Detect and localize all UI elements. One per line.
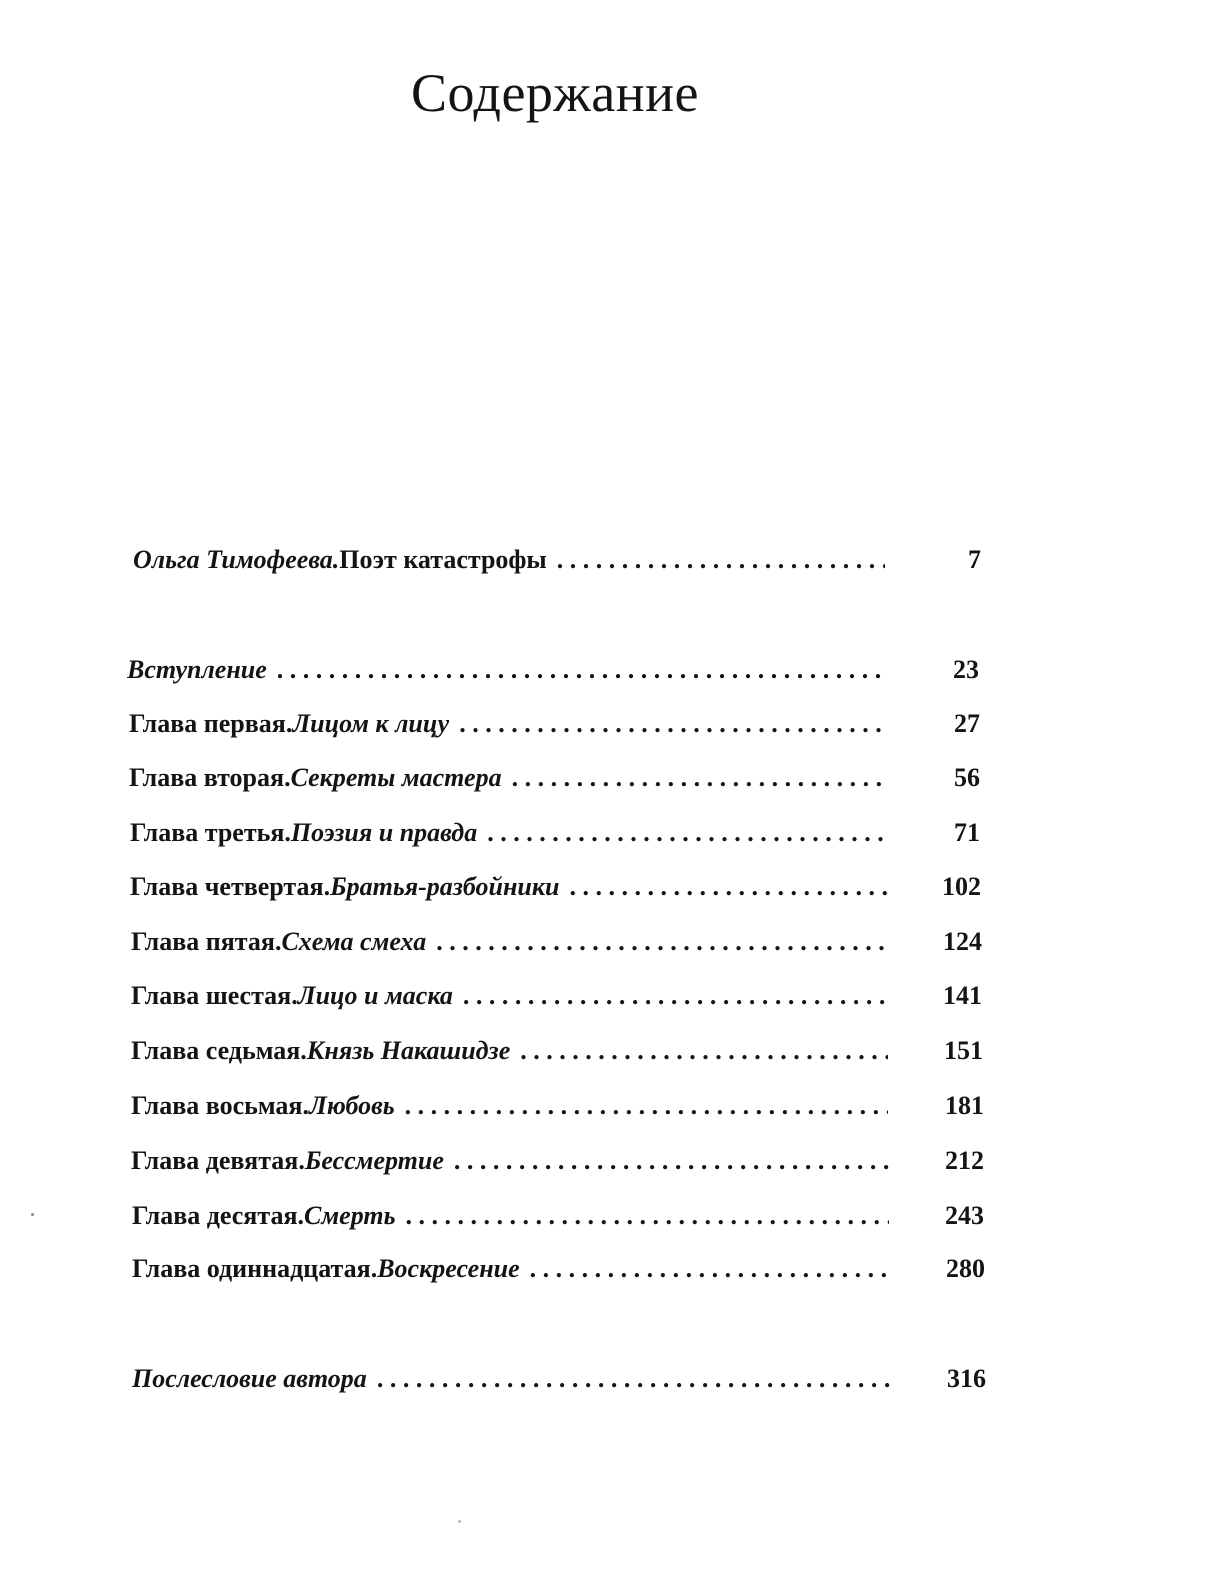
toc-entry-chapter-7[interactable]	[131, 1033, 983, 1069]
toc-entry-lead: Глава восьмая.	[131, 1091, 309, 1120]
page-title: Содержание	[411, 63, 699, 123]
toc-entry-foreword[interactable]	[133, 542, 981, 578]
toc-entry-lead: Глава вторая.	[129, 763, 291, 792]
toc-entry-chapter-9[interactable]	[131, 1143, 984, 1179]
toc-entry-italic-title: Братья-разбойники	[330, 872, 560, 901]
toc-page-number: 316	[947, 1364, 986, 1393]
toc-page-number: 71	[954, 818, 980, 847]
toc-entry-lead: Глава девятая.	[131, 1146, 305, 1175]
toc-entry-lead: Глава пятая.	[131, 927, 282, 956]
toc-entry-lead: Глава шестая.	[131, 981, 298, 1010]
toc-entry-italic-title: Бессмертие	[304, 1146, 444, 1175]
toc-entry-chapter-2[interactable]	[129, 760, 980, 796]
toc-page-number: 23	[953, 655, 979, 684]
scan-speck	[31, 1213, 34, 1216]
toc-entry-chapter-11[interactable]	[132, 1251, 985, 1287]
toc-page-number: 27	[954, 709, 980, 738]
toc-entry-chapter-10[interactable]	[132, 1198, 984, 1234]
toc-entry-italic-title: Любовь	[309, 1091, 395, 1120]
toc-dot-leader	[557, 542, 885, 578]
scan-speck	[458, 1520, 461, 1523]
toc-page-number: 212	[945, 1146, 984, 1175]
toc-entry-lead: Глава десятая.	[132, 1201, 305, 1230]
toc-page-number: 7	[968, 545, 981, 574]
toc-entry-italic-title: Князь Накашидзе	[306, 1036, 511, 1065]
toc-dot-leader	[570, 869, 887, 905]
toc-page-number: 151	[944, 1036, 983, 1065]
toc-page-number: 181	[945, 1091, 984, 1120]
toc-entry-lead: Глава первая.	[129, 709, 293, 738]
toc-entry-italic-title: Лицо и маска	[297, 981, 453, 1010]
toc-entry-rest: Поэт катастрофы	[339, 545, 547, 574]
toc-page-number: 56	[954, 763, 980, 792]
toc-dot-leader	[520, 1033, 888, 1069]
toc-entry-chapter-5[interactable]	[131, 924, 982, 960]
toc-entry-italic-title: Схема смеха	[281, 927, 427, 956]
toc-dot-leader	[405, 1198, 889, 1234]
toc-entry-italic-title: Воскресение	[377, 1254, 520, 1283]
toc-dot-leader	[463, 978, 887, 1014]
toc-entry-italic-title: Ольга Тимофеева.	[133, 545, 340, 574]
toc-entry-chapter-6[interactable]	[131, 978, 982, 1014]
toc-entry-italic-title: Вступление	[127, 655, 267, 684]
toc-dot-leader	[530, 1251, 889, 1287]
toc-page-number: 102	[942, 872, 981, 901]
toc-entry-chapter-4[interactable]	[130, 869, 981, 905]
toc-entry-italic-title: Лицом к лицу	[292, 709, 450, 738]
toc-dot-leader	[405, 1088, 888, 1124]
toc-entry-afterword[interactable]	[132, 1361, 986, 1397]
toc-entry-italic-title: Смерть	[304, 1201, 396, 1230]
toc-entry-chapter-1[interactable]	[129, 706, 980, 742]
toc-dot-leader	[459, 706, 887, 742]
toc-dot-leader	[277, 652, 887, 688]
toc-dot-leader	[436, 924, 887, 960]
toc-entry-chapter-3[interactable]	[130, 815, 980, 851]
toc-entry-italic-title: Послесловие автора	[132, 1364, 367, 1393]
toc-dot-leader	[377, 1361, 890, 1397]
toc-entry-lead: Глава третья.	[130, 818, 291, 847]
toc-page-number: 141	[943, 981, 982, 1010]
toc-entry-italic-title: Секреты мастера	[290, 763, 502, 792]
toc-entry-lead: Глава четвертая.	[130, 872, 331, 901]
toc-entry-chapter-8[interactable]	[131, 1088, 984, 1124]
toc-entry-introduction[interactable]	[127, 652, 979, 688]
toc-dot-leader	[454, 1143, 889, 1179]
toc-page-number: 280	[946, 1254, 985, 1283]
toc-dot-leader	[512, 760, 887, 796]
toc-entry-italic-title: Поэзия и правда	[290, 818, 478, 847]
toc-entry-lead: Глава седьмая.	[131, 1036, 307, 1065]
toc-entry-lead: Глава одиннадцатая.	[132, 1254, 378, 1283]
toc-page-number: 243	[945, 1201, 984, 1230]
toc-page-number: 124	[943, 927, 982, 956]
toc-dot-leader	[487, 815, 886, 851]
